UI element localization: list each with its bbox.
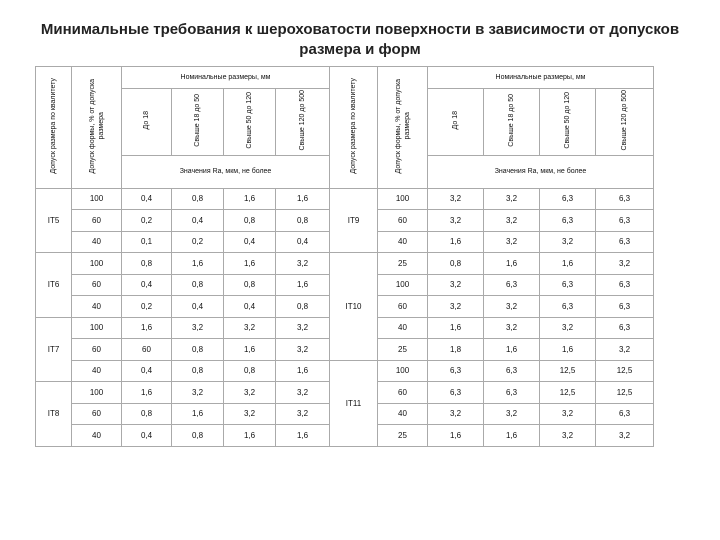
ra-value-cell: 3,2 [596,339,654,361]
ra-value-cell: 3,2 [484,296,540,318]
ra-value-cell: 12,5 [540,360,596,382]
ra-value-cell: 1,6 [172,403,224,425]
form-tolerance-cell: 40 [72,231,122,253]
size-range-header: Свыше 120 до 500 [276,88,330,155]
ra-value-cell: 1,6 [276,188,330,210]
form-tolerance-cell: 60 [378,382,428,404]
ra-value-cell: 3,2 [224,317,276,339]
ra-values-header: Значения Ra, мкм, не более [428,155,654,188]
ra-value-cell: 0,1 [122,231,172,253]
ra-value-cell: 3,2 [224,382,276,404]
ra-value-cell: 3,2 [428,296,484,318]
ra-value-cell: 6,3 [596,317,654,339]
roughness-table [35,66,712,447]
ra-value-cell: 0,8 [122,403,172,425]
tolerance-grade: IT8 [36,382,72,447]
form-tolerance-cell: 100 [378,188,428,210]
size-range-header: Свыше 50 до 120 [540,88,596,155]
ra-value-cell: 1,6 [484,253,540,275]
form-tolerance-cell: 40 [378,231,428,253]
size-range-header: Свыше 18 до 50 [484,88,540,155]
tolerance-grade: IT5 [36,188,72,253]
ra-value-cell: 1,6 [122,382,172,404]
ra-value-cell: 12,5 [596,360,654,382]
ra-value-cell: 6,3 [596,231,654,253]
ra-value-cell: 0,4 [172,296,224,318]
ra-value-cell: 6,3 [484,274,540,296]
ra-value-cell: 1,8 [428,339,484,361]
form-col-header: Допуск формы, % от допуска размера [72,67,122,189]
ra-value-cell: 0,2 [172,231,224,253]
ra-value-cell: 0,8 [172,425,224,447]
table-body [36,188,712,446]
form-tolerance-cell: 40 [72,296,122,318]
size-range-header: До 18 [428,88,484,155]
ra-value-cell: 3,2 [596,425,654,447]
ra-value-cell: 3,2 [540,403,596,425]
ra-value-cell: 0,8 [172,360,224,382]
ra-value-cell: 0,4 [122,188,172,210]
ra-value-cell: 1,6 [224,188,276,210]
ra-value-cell: 1,6 [428,231,484,253]
ra-value-cell: 0,4 [172,210,224,232]
ra-value-cell: 6,3 [596,403,654,425]
table-row [36,188,712,210]
ra-value-cell: 3,2 [172,317,224,339]
size-range-header: Свыше 50 до 120 [224,88,276,155]
ra-value-cell: 0,4 [122,425,172,447]
form-tolerance-cell: 25 [378,253,428,275]
ra-value-cell: 3,2 [276,317,330,339]
ra-value-cell: 1,6 [540,253,596,275]
form-tolerance-cell: 60 [72,210,122,232]
ra-value-cell: 6,3 [484,382,540,404]
ra-value-cell: 1,6 [122,317,172,339]
form-tolerance-cell: 60 [72,339,122,361]
ra-value-cell: 1,6 [276,360,330,382]
ra-value-cell: 6,3 [540,210,596,232]
ra-value-cell: 12,5 [596,382,654,404]
nominal-sizes-header: Номинальные размеры, мм [428,67,654,89]
tolerance-col-header: Допуск размера по квалитету [36,67,72,189]
ra-value-cell: 0,8 [224,210,276,232]
ra-value-cell: 0,8 [224,274,276,296]
form-tolerance-cell: 60 [72,274,122,296]
size-range-header: Свыше 120 до 500 [596,88,654,155]
ra-value-cell: 3,2 [276,339,330,361]
form-col-header: Допуск формы, % от допуска размера [378,67,428,189]
ra-value-cell: 1,6 [276,274,330,296]
ra-value-cell: 3,2 [484,317,540,339]
ra-value-cell: 0,8 [172,188,224,210]
nominal-sizes-header: Номинальные размеры, мм [122,67,330,89]
tolerance-col-header: Допуск размера по квалитету [330,67,378,189]
ra-value-cell: 3,2 [276,382,330,404]
form-tolerance-cell: 40 [378,317,428,339]
ra-value-cell: 3,2 [484,188,540,210]
form-tolerance-cell: 40 [378,403,428,425]
ra-value-cell: 6,3 [596,274,654,296]
form-tolerance-cell: 100 [378,274,428,296]
ra-value-cell: 0,4 [122,360,172,382]
ra-value-cell: 3,2 [276,253,330,275]
ra-value-cell: 1,6 [428,317,484,339]
table-row [36,360,712,382]
ra-value-cell: 0,4 [224,231,276,253]
table-row [36,253,712,275]
ra-value-cell: 3,2 [596,253,654,275]
ra-value-cell: 1,6 [172,253,224,275]
form-tolerance-cell: 60 [378,296,428,318]
ra-value-cell: 6,3 [428,360,484,382]
ra-value-cell: 1,6 [540,339,596,361]
ra-value-cell: 0,4 [276,231,330,253]
form-tolerance-cell: 40 [72,425,122,447]
ra-value-cell: 3,2 [540,425,596,447]
ra-value-cell: 3,2 [428,210,484,232]
ra-value-cell: 6,3 [540,188,596,210]
ra-value-cell: 1,6 [428,425,484,447]
ra-value-cell: 6,3 [540,296,596,318]
ra-value-cell: 12,5 [540,382,596,404]
ra-value-cell: 1,6 [276,425,330,447]
ra-value-cell: 0,2 [122,210,172,232]
form-tolerance-cell: 100 [378,360,428,382]
ra-value-cell: 0,2 [122,296,172,318]
ra-value-cell: 3,2 [484,210,540,232]
ra-value-cell: 0,4 [224,296,276,318]
ra-value-cell: 1,6 [224,253,276,275]
ra-value-cell: 0,4 [122,274,172,296]
ra-value-cell: 3,2 [224,403,276,425]
ra-value-cell: 6,3 [596,210,654,232]
size-range-header: Свыше 18 до 50 [172,88,224,155]
ra-value-cell: 3,2 [540,231,596,253]
ra-value-cell: 3,2 [484,231,540,253]
form-tolerance-cell: 100 [72,382,122,404]
ra-value-cell: 6,3 [540,274,596,296]
header-row-1 [36,67,712,89]
ra-value-cell: 1,6 [484,339,540,361]
ra-value-cell: 1,6 [484,425,540,447]
ra-value-cell: 3,2 [540,317,596,339]
ra-value-cell: 6,3 [428,382,484,404]
tolerance-grade: IT10 [330,253,378,361]
form-tolerance-cell: 100 [72,188,122,210]
form-tolerance-cell: 100 [72,253,122,275]
form-tolerance-cell: 100 [72,317,122,339]
ra-value-cell: 3,2 [172,382,224,404]
ra-value-cell: 3,2 [428,188,484,210]
ra-value-cell: 3,2 [428,403,484,425]
ra-values-header: Значения Ra, мкм, не более [122,155,330,188]
tolerance-grade: IT7 [36,317,72,382]
tolerance-grade: IT6 [36,253,72,318]
ra-value-cell: 6,3 [596,296,654,318]
ra-value-cell: 0,8 [224,360,276,382]
ra-value-cell: 0,8 [276,210,330,232]
form-tolerance-cell: 25 [378,425,428,447]
page-title: Минимальные требования к шероховатости поверхности в зависимости от допусков размера и форм [40,21,680,58]
ra-value-cell: 3,2 [484,403,540,425]
size-range-header: До 18 [122,88,172,155]
ra-value-cell: 1,6 [224,339,276,361]
ra-value-cell: 3,2 [428,274,484,296]
form-tolerance-cell: 60 [72,403,122,425]
ra-value-cell: 6,3 [484,360,540,382]
ra-value-cell: 0,8 [428,253,484,275]
form-tolerance-cell: 40 [72,360,122,382]
form-tolerance-cell: 25 [378,339,428,361]
ra-value-cell: 6,3 [596,188,654,210]
ra-value-cell: 0,8 [276,296,330,318]
ra-value-cell: 0,8 [172,339,224,361]
ra-value-cell: 0,8 [172,274,224,296]
ra-value-cell: 0,8 [122,253,172,275]
tolerance-grade: IT9 [330,188,378,253]
form-tolerance-cell: 60 [378,210,428,232]
ra-value-cell: 3,2 [276,403,330,425]
ra-value-cell: 60 [122,339,172,361]
ra-value-cell: 1,6 [224,425,276,447]
tolerance-grade: IT11 [330,360,378,446]
